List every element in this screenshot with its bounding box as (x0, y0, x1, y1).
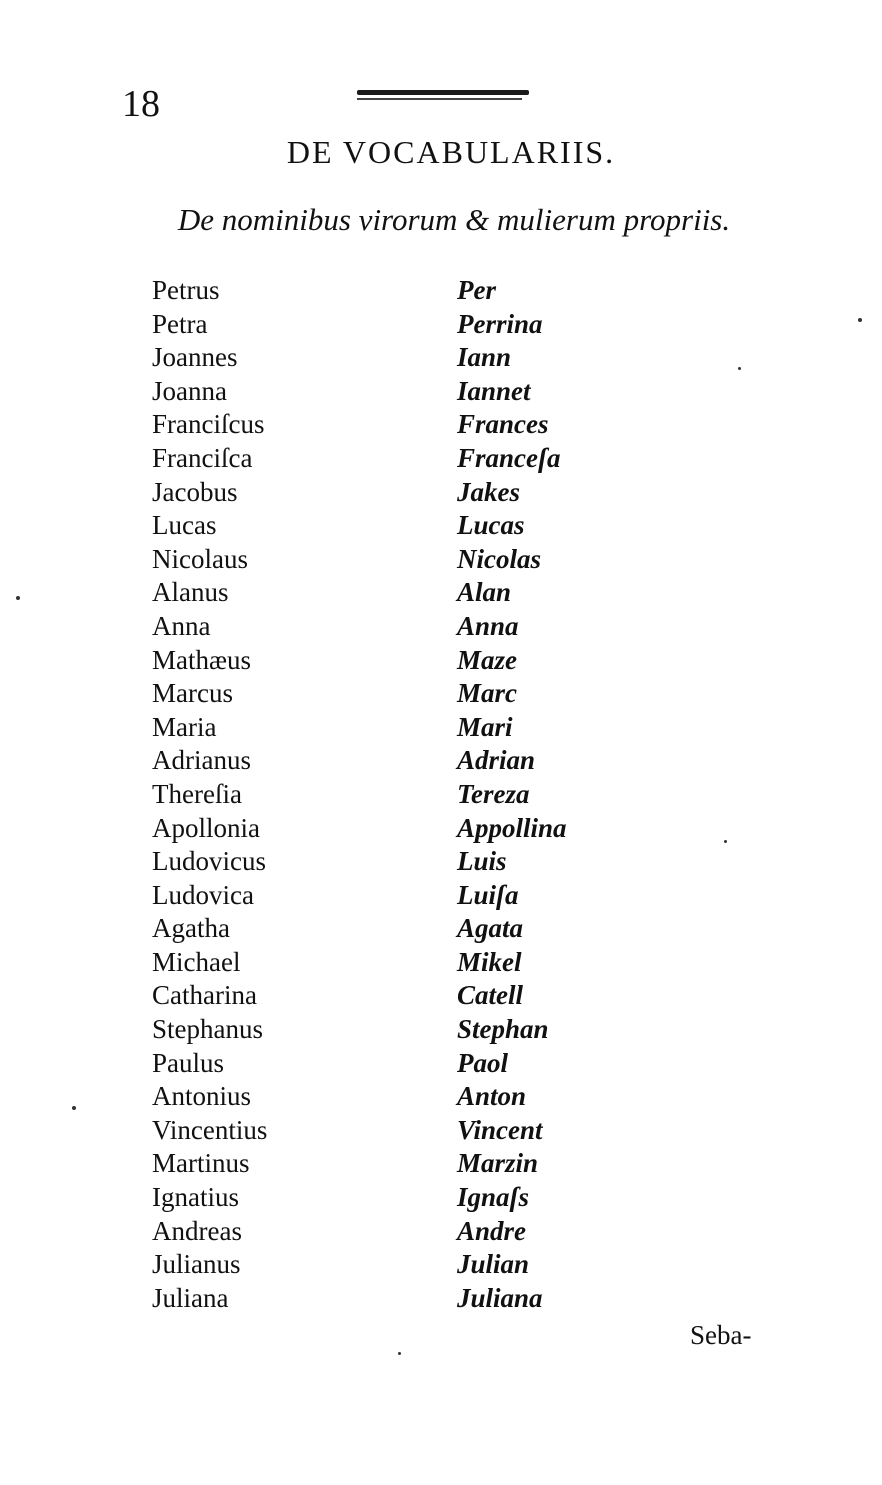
breton-name: Marc (457, 678, 517, 709)
section-subtitle: De nominibus virorum & mulierum propriis. (177, 202, 731, 237)
latin-name: Joannes (152, 342, 238, 373)
latin-name: Martinus (152, 1148, 250, 1179)
latin-name: Maria (152, 711, 217, 742)
name-row (152, 1248, 652, 1282)
latin-name: Alanus (152, 577, 229, 608)
name-row (152, 610, 652, 644)
header-rule-thin (357, 98, 522, 100)
breton-name: Mari (457, 711, 513, 742)
name-list (152, 274, 652, 1315)
breton-name: Lucas (457, 510, 525, 541)
name-row (152, 946, 652, 980)
name-row (152, 509, 652, 543)
print-speck (398, 1352, 401, 1355)
breton-name: Perrina (457, 308, 543, 339)
latin-name: Anna (152, 610, 211, 641)
breton-name: Anna (457, 610, 519, 641)
latin-name: Marcus (152, 678, 233, 709)
print-speck (738, 367, 741, 370)
catchword: Seba- (690, 1320, 752, 1350)
breton-name: Stephan (457, 1014, 549, 1045)
header-rule (357, 90, 529, 95)
breton-name: Appollina (457, 812, 567, 843)
latin-name: Vincentius (152, 1114, 268, 1145)
name-row (152, 711, 652, 745)
name-row (152, 1114, 652, 1148)
breton-name: Julian (457, 1249, 530, 1280)
breton-name: Iannet (457, 375, 531, 406)
latin-name: Jacobus (152, 476, 238, 507)
breton-name: Mikel (457, 946, 522, 977)
name-row (152, 1080, 652, 1114)
name-row (152, 308, 652, 342)
latin-name: Julianus (152, 1249, 241, 1280)
breton-name: Adrian (457, 745, 536, 776)
latin-name: Franciſca (152, 442, 253, 473)
breton-name: Nicolas (457, 543, 541, 574)
name-row (152, 845, 652, 879)
name-row (152, 812, 652, 846)
name-row (152, 375, 652, 409)
breton-name: Franceſa (457, 442, 561, 473)
breton-name: Luiſa (457, 879, 519, 910)
print-speck (16, 596, 20, 600)
latin-name: Thereſia (152, 778, 242, 809)
breton-name: Iann (457, 342, 512, 373)
breton-name: Tereza (457, 778, 530, 809)
latin-name: Petrus (152, 275, 220, 305)
breton-name: Agata (457, 913, 524, 944)
latin-name: Mathæus (152, 644, 252, 675)
page-number: 18 (122, 83, 160, 125)
breton-name: Anton (457, 1081, 527, 1112)
name-row (152, 1215, 652, 1249)
latin-name: Adrianus (152, 745, 251, 776)
name-row (152, 644, 652, 678)
latin-name: Apollonia (152, 812, 260, 843)
latin-name: Ludovica (152, 879, 254, 910)
latin-name: Andreas (152, 1215, 242, 1246)
name-row (152, 879, 652, 913)
latin-name: Catharina (152, 980, 257, 1011)
print-speck (72, 1106, 76, 1110)
breton-name: Per (457, 275, 496, 305)
latin-name: Franciſcus (152, 409, 265, 440)
breton-name: Frances (457, 409, 549, 440)
name-row (152, 912, 652, 946)
breton-name: Andre (457, 1215, 527, 1246)
latin-name: Michael (152, 946, 241, 977)
latin-name: Ludovicus (152, 846, 266, 877)
name-row (152, 778, 652, 812)
print-speck (858, 318, 862, 322)
latin-name: Agatha (152, 913, 230, 944)
name-row (152, 1047, 652, 1081)
latin-name: Paulus (152, 1047, 225, 1078)
name-row (152, 274, 652, 308)
latin-name: Antonius (152, 1081, 252, 1112)
print-speck (724, 840, 727, 843)
latin-name: Stephanus (152, 1014, 263, 1045)
breton-name: Catell (457, 980, 523, 1011)
latin-name: Juliana (152, 1282, 229, 1313)
name-row (152, 979, 652, 1013)
breton-name: Alan (457, 577, 512, 608)
latin-name: Ignatius (152, 1182, 239, 1213)
breton-name: Ignaſs (457, 1182, 530, 1213)
name-row (152, 1181, 652, 1215)
name-row (152, 1147, 652, 1181)
name-row (152, 677, 652, 711)
name-row (152, 442, 652, 476)
breton-name: Marzin (457, 1148, 539, 1179)
name-row (152, 1282, 652, 1316)
name-row (152, 543, 652, 577)
name-row (152, 476, 652, 510)
running-header: DE VOCABULARIIS. (286, 134, 616, 170)
latin-name: Petra (152, 308, 208, 339)
breton-name: Jakes (457, 476, 520, 507)
name-row (152, 576, 652, 610)
breton-name: Paol (457, 1047, 508, 1078)
breton-name: Juliana (457, 1282, 543, 1313)
name-row (152, 1013, 652, 1047)
latin-name: Joanna (152, 375, 227, 406)
name-row (152, 744, 652, 778)
breton-name: Maze (457, 644, 517, 675)
latin-name: Lucas (152, 510, 217, 541)
breton-name: Vincent (457, 1114, 543, 1145)
latin-name: Nicolaus (152, 543, 248, 574)
breton-name: Luis (457, 846, 507, 877)
name-row (152, 408, 652, 442)
name-row (152, 341, 652, 375)
